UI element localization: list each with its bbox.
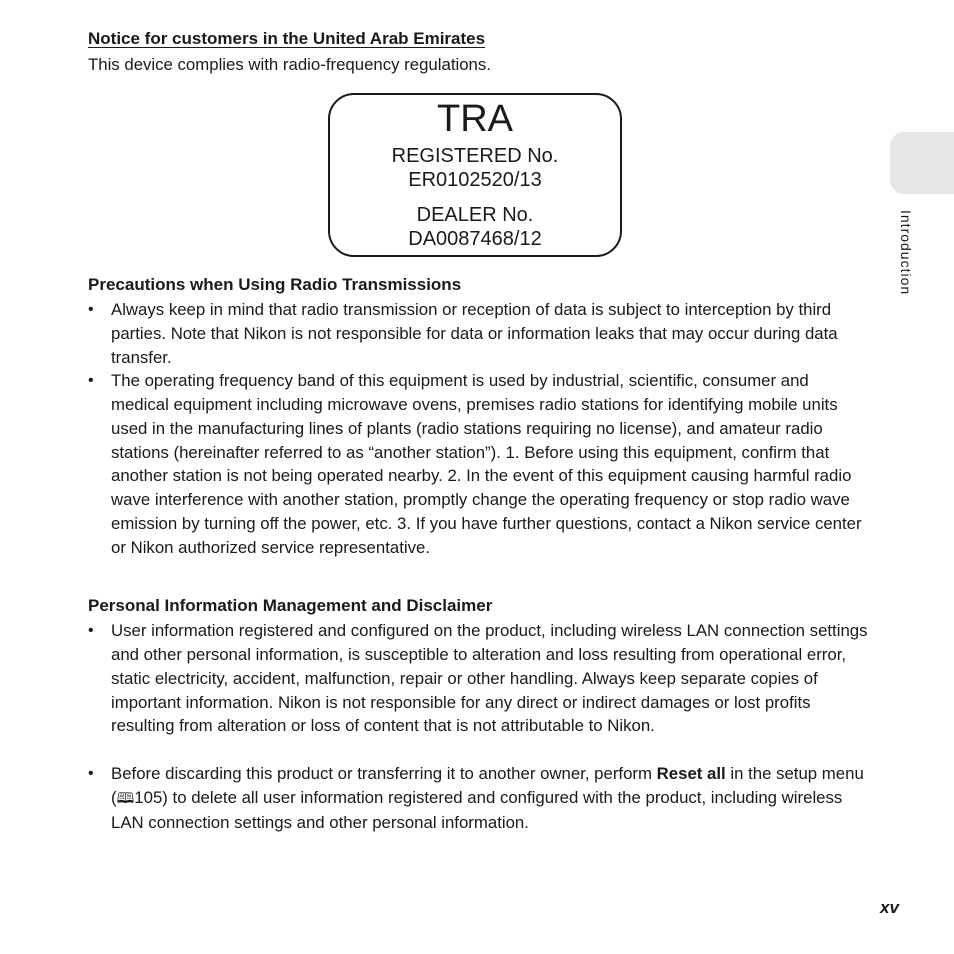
- uae-notice-text: This device complies with radio-frequency regulations.: [88, 55, 491, 74]
- section-label: Introduction: [898, 210, 914, 296]
- bullet-marker: •: [88, 301, 94, 318]
- reset-all-term: Reset all: [656, 764, 726, 783]
- radio-precaution-item: The operating frequency band of this equipment is used by industrial, scientific, consumer and medical equipment including microwave ovens, premises radio stations for identifying mobile units used in the manufacturing lines of plants (radio stations requiring no license), and amateur radio stations (hereinafter referred to as “another station”). 1. Before using this equipment, confirm that another station is not being operated nearby. 2. In the event of this equipment causing harmful radio wave interference with another station, promptly change the operating frequency or stop radio wave emission by turning off the power, etc. 3. If you have further questions, contact a Nikon service center or Nikon authorized service representative.: [111, 371, 862, 557]
- personal-info-item: User information registered and configured on the product, including wireless LAN connection settings and other personal information, is susceptible to alteration and loss resulting from operational error, static electricity, accident, malfunction, repair or other handling. Always keep separate copies of important information. Nikon is not responsible for any direct or indirect damages or lost profits resulting from alteration or loss of content that is not attributable to Nikon.: [111, 621, 868, 736]
- tra-dealer-number: DA0087468/12: [408, 228, 542, 250]
- tra-title: TRA: [437, 98, 513, 140]
- reset-all-text-before: Before discarding this product or transferring it to another owner, perform: [111, 764, 657, 783]
- tra-registered-label: REGISTERED No.: [391, 145, 559, 167]
- tra-registered-number: ER0102520/13: [408, 169, 542, 191]
- personal-info-heading: Personal Information Management and Disclaimer: [88, 596, 493, 615]
- bullet-marker: •: [88, 765, 94, 782]
- book-icon: 🕮: [116, 788, 135, 807]
- bullet-marker: •: [88, 622, 94, 639]
- page-reference: 105: [134, 787, 163, 807]
- reset-all-text-after: ) to delete all user information registered and configured with the product, including wireless LAN connection settings and other personal information.: [111, 787, 843, 832]
- page-number: xv: [880, 898, 899, 917]
- tra-dealer-label: DEALER No.: [416, 204, 534, 226]
- personal-info-item: [111, 762, 871, 835]
- radio-precautions-heading: Precautions when Using Radio Transmissions: [88, 275, 462, 294]
- reset-all-text-middle: in the setup menu (: [111, 764, 864, 807]
- section-tab: [890, 132, 954, 194]
- bullet-marker: •: [88, 372, 94, 389]
- radio-precaution-item: Always keep in mind that radio transmission or reception of data is subject to interception by third parties. Note that Nikon is not responsible for data or information leaks that may occur during data transfer.: [111, 300, 838, 367]
- uae-notice-heading: Notice for customers in the United Arab Emirates: [88, 29, 486, 48]
- tra-registration-box: [328, 93, 622, 257]
